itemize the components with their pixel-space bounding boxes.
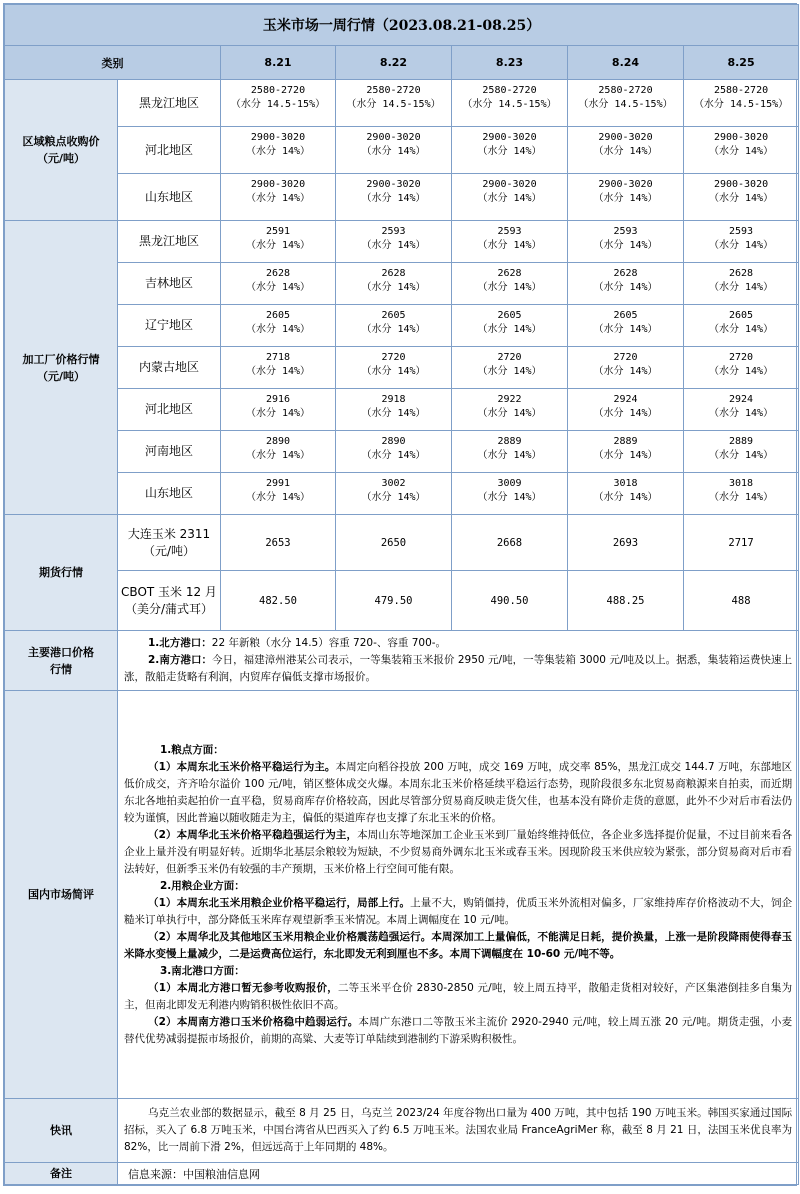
moisture-note: （水分 14%） bbox=[708, 282, 774, 293]
region-name: 黑龙江地区 bbox=[118, 221, 221, 263]
futures-name-line2: （美分/蒲式耳） bbox=[124, 601, 214, 616]
moisture-note: （水分 14%） bbox=[708, 193, 774, 204]
region-name: 内蒙古地区 bbox=[118, 347, 221, 389]
table-row bbox=[5, 127, 799, 174]
northeast-grain-paragraph bbox=[124, 759, 792, 827]
futures-price: 2693 bbox=[568, 515, 684, 571]
remark-text: 信息来源：中国粮油信息网 bbox=[118, 1163, 799, 1185]
south-port-label: 2.南方港口： bbox=[148, 654, 213, 666]
moisture-note: （水分 14%） bbox=[477, 240, 542, 251]
region-name: 山东地区 bbox=[118, 473, 221, 515]
price-value: 2900-3020 bbox=[482, 179, 537, 190]
moisture-note: （水分 14%） bbox=[477, 492, 542, 503]
price-cell bbox=[452, 263, 568, 305]
north-china-grain-paragraph-lead: （2）本周华北玉米价格平稳趋强运行为主， bbox=[148, 828, 358, 841]
price-value: 2605 bbox=[613, 310, 638, 321]
price-cell bbox=[568, 263, 684, 305]
price-cell bbox=[336, 431, 452, 473]
price-value: 2718 bbox=[265, 352, 291, 363]
price-cell bbox=[684, 305, 799, 347]
price-value: 2900-3020 bbox=[366, 132, 421, 143]
moisture-note: （水分 14%） bbox=[477, 193, 542, 204]
price-value: 2580-2720 bbox=[366, 85, 421, 96]
report-title: 玉米市场一周行情（2023.08.21-08.25） bbox=[5, 5, 799, 46]
moisture-note: （水分 14%） bbox=[361, 366, 426, 377]
moisture-note: （水分 14%） bbox=[593, 146, 658, 157]
price-cell bbox=[452, 127, 568, 174]
price-cell bbox=[568, 347, 684, 389]
moisture-note: （水分 14%） bbox=[708, 324, 774, 335]
futures-price: 479.50 bbox=[336, 571, 452, 631]
south-port-comment-paragraph bbox=[124, 1014, 792, 1048]
price-value: 2900-3020 bbox=[250, 179, 306, 190]
price-cell bbox=[452, 347, 568, 389]
moisture-note: （水分 14%） bbox=[593, 408, 658, 419]
moisture-note: （水分 14%） bbox=[708, 146, 774, 157]
price-value: 2605 bbox=[265, 310, 291, 321]
moisture-note: （水分 14%） bbox=[593, 240, 658, 251]
south-port-comment-paragraph-lead: （2）本周南方港口玉米价格稳中趋弱运行。 bbox=[148, 1015, 359, 1028]
region-name: 吉林地区 bbox=[118, 263, 221, 305]
moisture-note: （水分 14%） bbox=[477, 366, 542, 377]
moisture-note: （水分 14%） bbox=[361, 450, 426, 461]
table-row bbox=[5, 174, 799, 221]
price-cell bbox=[221, 127, 336, 174]
price-value: 2580-2720 bbox=[598, 85, 653, 96]
section-title: 3.南北港口方面： bbox=[160, 964, 245, 977]
north-port-comment-paragraph bbox=[124, 980, 792, 1014]
moisture-note: （水分 14%） bbox=[245, 240, 311, 251]
price-value: 2889 bbox=[613, 436, 638, 447]
northeast-enterprise-paragraph-text: 上量不大，购销僵持，优质玉米外流相对偏多，厂家维持库存价格波动不大，饲企糙米订单执行中，部分降低玉米库存观望新季玉米情况。本周上调幅度在 10 元/吨。 bbox=[124, 896, 793, 926]
price-cell bbox=[684, 221, 799, 263]
moisture-note: （水分 14%） bbox=[245, 408, 311, 419]
price-cell bbox=[221, 347, 336, 389]
north-port-paragraph bbox=[124, 635, 792, 652]
region-name: 山东地区 bbox=[118, 174, 221, 221]
price-value: 2900-3020 bbox=[482, 132, 537, 143]
table-row bbox=[5, 515, 799, 571]
price-cell bbox=[221, 305, 336, 347]
futures-price: 488.25 bbox=[568, 571, 684, 631]
price-cell bbox=[684, 389, 799, 431]
northeast-enterprise-paragraph-lead: （1）本周东北玉米用粮企业价格平稳运行，局部上行。 bbox=[148, 896, 411, 909]
moisture-note: （水分 14%） bbox=[245, 450, 311, 461]
price-cell bbox=[452, 80, 568, 127]
date-header: 8.21 bbox=[221, 46, 336, 80]
northeast-grain-paragraph-text: 本周定向稻谷投放 200 万吨，成交 169 万吨，成交率 85%，黑龙江成交 144.7 万吨，东部地区低价成交，齐齐哈尔溢价 100 元/吨，销区整体成交火爆。本周东北玉米价格延续平稳运行态势，现阶段很多东北贸易商粮源来自拍卖，而近期东北各地拍卖起拍价一直平稳，贸易商库存价格较高，因此尽管部分贸易商反映走货欠佳，也基本没有降价走货的意愿，此外不少对后市看法仍较为谨慎，因此普遍以随收随走为主，偏低的渠道库存也支撑了东北玉米的价格。 bbox=[124, 760, 793, 824]
moisture-note: （水分 14.5-15%） bbox=[462, 99, 557, 110]
region-name: 河北地区 bbox=[118, 389, 221, 431]
price-value: 2628 bbox=[728, 268, 754, 279]
table-row bbox=[5, 221, 799, 263]
price-cell bbox=[336, 305, 452, 347]
price-cell bbox=[568, 80, 684, 127]
price-value: 2924 bbox=[728, 394, 754, 405]
price-value: 2900-3020 bbox=[598, 179, 653, 190]
price-value: 2918 bbox=[381, 394, 406, 405]
table-row bbox=[5, 389, 799, 431]
moisture-note: （水分 14%） bbox=[245, 324, 311, 335]
futures-price: 490.50 bbox=[452, 571, 568, 631]
price-value: 2720 bbox=[728, 352, 754, 363]
regional-purchase-label bbox=[5, 80, 118, 221]
corn-market-report bbox=[3, 3, 797, 1186]
moisture-note: （水分 14%） bbox=[361, 146, 426, 157]
table-row bbox=[5, 473, 799, 515]
price-value: 2720 bbox=[381, 352, 406, 363]
price-value: 2593 bbox=[497, 226, 522, 237]
ports-content bbox=[118, 631, 799, 691]
moisture-note: （水分 14.5-15%） bbox=[230, 99, 326, 110]
price-value: 3018 bbox=[613, 478, 638, 489]
table-row bbox=[5, 347, 799, 389]
ports-label-line1: 主要港口价格 bbox=[28, 645, 94, 659]
moisture-note: （水分 14%） bbox=[708, 492, 774, 503]
north-port-text: 22 年新粮（水分 14.5）容重 720-、容重 700-。 bbox=[211, 637, 447, 649]
price-value: 2900-3020 bbox=[250, 132, 306, 143]
futures-price: 482.50 bbox=[221, 571, 336, 631]
date-header: 8.23 bbox=[452, 46, 568, 80]
moisture-note: （水分 14%） bbox=[593, 193, 658, 204]
price-value: 2605 bbox=[497, 310, 522, 321]
price-cell bbox=[221, 174, 336, 221]
price-value: 2720 bbox=[497, 352, 522, 363]
price-value: 2922 bbox=[497, 394, 522, 405]
price-cell bbox=[684, 263, 799, 305]
moisture-note: （水分 14%） bbox=[245, 282, 311, 293]
price-value: 2628 bbox=[497, 268, 522, 279]
price-value: 2890 bbox=[381, 436, 406, 447]
price-value: 2628 bbox=[613, 268, 638, 279]
moisture-note: （水分 14.5-15%） bbox=[578, 99, 673, 110]
region-name: 河北地区 bbox=[118, 127, 221, 174]
price-cell bbox=[684, 431, 799, 473]
moisture-note: （水分 14%） bbox=[361, 282, 426, 293]
price-value: 2593 bbox=[381, 226, 406, 237]
price-value: 3002 bbox=[381, 478, 406, 489]
factory-price-label-line1: 加工厂价格行情 bbox=[22, 352, 100, 366]
price-value: 2628 bbox=[265, 268, 291, 279]
price-cell bbox=[221, 389, 336, 431]
futures-name bbox=[118, 515, 221, 571]
price-value: 2900-3020 bbox=[713, 179, 769, 190]
price-cell bbox=[336, 80, 452, 127]
price-value: 2591 bbox=[265, 226, 291, 237]
price-value: 2889 bbox=[728, 436, 754, 447]
table-row bbox=[5, 691, 799, 1099]
north-china-enterprise-paragraph bbox=[124, 929, 792, 963]
price-cell bbox=[684, 473, 799, 515]
price-cell bbox=[336, 347, 452, 389]
price-value: 2889 bbox=[497, 436, 522, 447]
ports-label-line2: 行情 bbox=[50, 662, 72, 676]
moisture-note: （水分 14%） bbox=[593, 450, 658, 461]
futures-name-line1: CBOT 玉米 12 月 bbox=[121, 584, 217, 599]
price-cell bbox=[221, 473, 336, 515]
price-cell bbox=[568, 473, 684, 515]
futures-price: 2717 bbox=[684, 515, 799, 571]
price-value: 2580-2720 bbox=[482, 85, 537, 96]
moisture-note: （水分 14%） bbox=[708, 408, 774, 419]
price-cell bbox=[684, 127, 799, 174]
moisture-note: （水分 14%） bbox=[361, 240, 426, 251]
moisture-note: （水分 14.5-15%） bbox=[693, 99, 789, 110]
price-cell bbox=[336, 473, 452, 515]
moisture-note: （水分 14%） bbox=[245, 146, 311, 157]
moisture-note: （水分 14%） bbox=[477, 282, 542, 293]
moisture-note: （水分 14%） bbox=[361, 408, 426, 419]
moisture-note: （水分 14%） bbox=[593, 492, 658, 503]
price-cell bbox=[336, 263, 452, 305]
south-port-comment-paragraph-text: 本周广东港口二等散玉米主流价 2920-2940 元/吨，较上周五涨 20 元/吨。期货走强，小麦替代优势减弱提振市场报价，前期的高粱、大麦等订单陆续到港制约下游采购积极性。 bbox=[124, 1015, 793, 1045]
price-cell bbox=[452, 174, 568, 221]
table-row bbox=[5, 305, 799, 347]
regional-purchase-label-line2: （元/吨） bbox=[36, 152, 86, 165]
moisture-note: （水分 14.5-15%） bbox=[346, 99, 441, 110]
price-cell bbox=[336, 127, 452, 174]
price-value: 2900-3020 bbox=[713, 132, 769, 143]
price-cell bbox=[568, 389, 684, 431]
moisture-note: （水分 14%） bbox=[593, 324, 658, 335]
price-value: 2580-2720 bbox=[250, 85, 306, 96]
moisture-note: （水分 14%） bbox=[245, 366, 311, 377]
ports-label bbox=[5, 631, 118, 691]
price-cell bbox=[452, 221, 568, 263]
moisture-note: （水分 14%） bbox=[245, 193, 311, 204]
price-cell bbox=[568, 431, 684, 473]
news-text: 乌克兰农业部的数据显示，截至 8 月 25 日，乌克兰 2023/24 年度谷物出口量为 400 万吨，其中包括 190 万吨玉米。韩国买家通过国际招标，买入了 6.8 万吨玉米，中国台湾省从巴西买入了约 6.5 万吨玉米。法国农业局 FranceAgriMer 称，截至 8 月 21 日，法国玉米优良率为 82%，比一周前下滑 2%，但远远高于上年同期的 48%。 bbox=[118, 1099, 799, 1163]
northeast-enterprise-paragraph bbox=[124, 895, 792, 929]
futures-price: 2668 bbox=[452, 515, 568, 571]
price-value: 2580-2720 bbox=[713, 85, 769, 96]
price-cell bbox=[452, 473, 568, 515]
date-header: 8.22 bbox=[336, 46, 452, 80]
region-name: 河南地区 bbox=[118, 431, 221, 473]
table-row bbox=[5, 571, 799, 631]
price-cell bbox=[684, 80, 799, 127]
price-cell bbox=[221, 263, 336, 305]
factory-price-label bbox=[5, 221, 118, 515]
south-port-paragraph bbox=[124, 652, 792, 686]
northeast-grain-paragraph-lead: （1）本周东北玉米价格平稳运行为主。 bbox=[148, 760, 336, 773]
price-cell bbox=[684, 174, 799, 221]
section-title: 1.粮点方面： bbox=[160, 743, 224, 756]
futures-name-line1: 大连玉米 2311 bbox=[127, 526, 211, 541]
north-port-comment-paragraph-text: 二等玉米平仓价 2830-2850 元/吨，较上周五持平，散船走货相对较好，产区集港倒挂多自集为主，但南北即发无利港内购销积极性依旧不高。 bbox=[124, 981, 793, 1011]
price-value: 2924 bbox=[613, 394, 638, 405]
price-value: 2605 bbox=[728, 310, 754, 321]
commentary-content bbox=[118, 691, 799, 1099]
commentary-label: 国内市场简评 bbox=[5, 691, 118, 1099]
price-cell bbox=[452, 431, 568, 473]
price-cell bbox=[568, 127, 684, 174]
price-value: 3018 bbox=[728, 478, 754, 489]
moisture-note: （水分 14%） bbox=[245, 492, 311, 503]
price-cell bbox=[452, 305, 568, 347]
price-value: 2900-3020 bbox=[598, 132, 653, 143]
table-row bbox=[5, 631, 799, 691]
north-china-enterprise-paragraph-lead: （2）本周华北及其他地区玉米用粮企业价格震荡趋强运行。本周深加工上量偏低，不能满足日耗，提价换量，上涨一是阶段降雨使得春玉米降水变慢上量减少，二是运费高位运行，东北即发无利到厘也不多。本周下调幅度在 10-60 元/吨不等。 bbox=[124, 930, 793, 960]
north-port-label: 1.北方港口： bbox=[148, 637, 212, 649]
north-china-grain-paragraph bbox=[124, 827, 792, 878]
table-row bbox=[5, 80, 799, 127]
moisture-note: （水分 14%） bbox=[361, 492, 426, 503]
date-header: 8.24 bbox=[568, 46, 684, 80]
price-cell bbox=[336, 389, 452, 431]
price-cell bbox=[452, 389, 568, 431]
price-value: 2890 bbox=[265, 436, 291, 447]
futures-name-line2: （元/吨） bbox=[142, 543, 196, 558]
price-value: 2916 bbox=[265, 394, 291, 405]
price-cell bbox=[568, 305, 684, 347]
futures-price: 2650 bbox=[336, 515, 452, 571]
moisture-note: （水分 14%） bbox=[361, 193, 426, 204]
table-row bbox=[5, 1099, 799, 1163]
price-value: 3009 bbox=[497, 478, 522, 489]
report-table bbox=[4, 4, 799, 1185]
futures-price: 2653 bbox=[221, 515, 336, 571]
news-label: 快讯 bbox=[5, 1099, 118, 1163]
futures-price: 488 bbox=[684, 571, 799, 631]
price-cell bbox=[568, 174, 684, 221]
price-cell bbox=[221, 221, 336, 263]
moisture-note: （水分 14%） bbox=[477, 324, 542, 335]
category-header: 类别 bbox=[5, 46, 221, 80]
moisture-note: （水分 14%） bbox=[708, 366, 774, 377]
price-cell bbox=[568, 221, 684, 263]
table-row bbox=[5, 431, 799, 473]
price-value: 2991 bbox=[265, 478, 291, 489]
south-port-text: 今日，福建漳州港某公司表示，一等集装箱玉米报价 2950 元/吨，一等集装箱 3000 元/吨及以上。据悉，集装箱运费快速上涨，散船走货略有利润，内贸库存偏低支撑市场报价。 bbox=[124, 654, 793, 683]
price-cell bbox=[221, 80, 336, 127]
region-name: 辽宁地区 bbox=[118, 305, 221, 347]
north-china-grain-paragraph-text: 本周山东等地深加工企业玉米到厂量始终维持低位，各企业多选择提价促量，不过目前来看各企业上量并没有明显好转。近期华北基层余粮较为短缺，不少贸易商外调东北玉米或春玉米。因现阶段玉米供应较为紧张，部分贸易商对后市看法转好，但新季玉米仍有较强的丰产预期，玉米价格上行空间可能有限。 bbox=[124, 828, 793, 875]
region-name: 黑龙江地区 bbox=[118, 80, 221, 127]
price-cell bbox=[684, 347, 799, 389]
price-cell bbox=[336, 174, 452, 221]
price-cell bbox=[221, 431, 336, 473]
remark-label: 备注 bbox=[5, 1163, 118, 1185]
moisture-note: （水分 14%） bbox=[593, 366, 658, 377]
price-value: 2593 bbox=[613, 226, 638, 237]
date-header: 8.25 bbox=[684, 46, 799, 80]
section-title: 2.用粮企业方面： bbox=[160, 879, 245, 892]
price-value: 2605 bbox=[381, 310, 406, 321]
price-value: 2593 bbox=[728, 226, 754, 237]
moisture-note: （水分 14%） bbox=[477, 408, 542, 419]
north-port-comment-paragraph-lead: （1）本周北方港口暂无参考收购报价， bbox=[148, 981, 338, 994]
moisture-note: （水分 14%） bbox=[477, 450, 542, 461]
moisture-note: （水分 14%） bbox=[708, 240, 774, 251]
price-value: 2900-3020 bbox=[366, 179, 421, 190]
table-row bbox=[5, 263, 799, 305]
futures-name bbox=[118, 571, 221, 631]
price-cell bbox=[336, 221, 452, 263]
futures-label: 期货行情 bbox=[5, 515, 118, 631]
price-value: 2628 bbox=[381, 268, 406, 279]
table-row bbox=[5, 1163, 799, 1185]
moisture-note: （水分 14%） bbox=[708, 450, 774, 461]
factory-price-label-line2: （元/吨） bbox=[36, 369, 86, 383]
moisture-note: （水分 14%） bbox=[361, 324, 426, 335]
regional-purchase-label-line1: 区域粮点收购价 bbox=[22, 135, 100, 148]
price-value: 2720 bbox=[613, 352, 638, 363]
moisture-note: （水分 14%） bbox=[477, 146, 542, 157]
moisture-note: （水分 14%） bbox=[593, 282, 658, 293]
